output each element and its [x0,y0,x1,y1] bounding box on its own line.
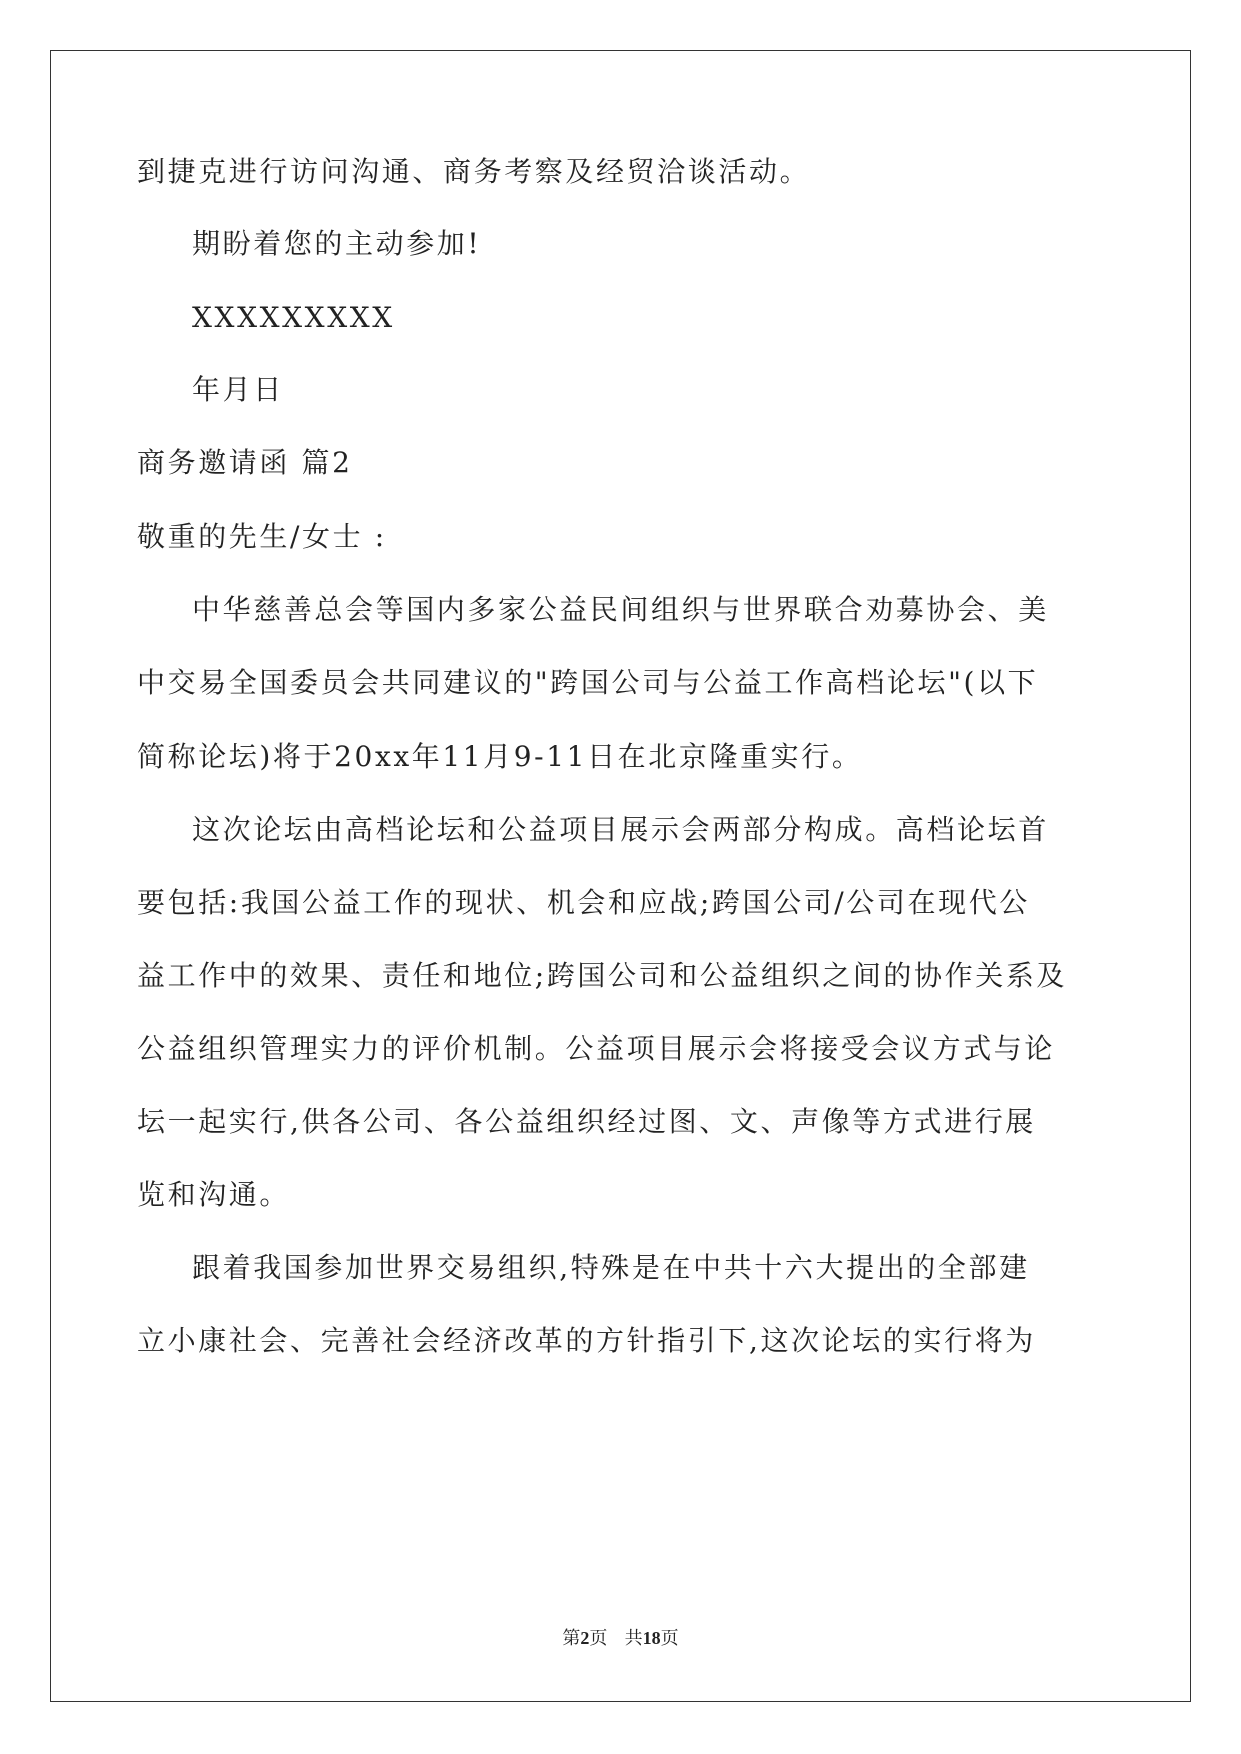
signature-name: XXXXXXXXX [192,301,395,334]
footer-prefix: 第 [562,1628,581,1649]
paragraph-3-line-2: 立小康社会、完善社会经济改革的方针指引下,这次论坛的实行将为 [137,1324,1036,1357]
footer-suffix: 页 [660,1628,679,1649]
signature-date: 年月日 [192,373,284,406]
paragraph-2-line-4: 公益组织管理实力的评价机制。公益项目展示会将接受会议方式与论 [137,1032,1056,1065]
paragraph-2-line-2: 要包括:我国公益工作的现状、机会和应战;跨国公司/公司在现代公 [137,886,1030,919]
page-footer [0,1624,1241,1650]
closing-line: 期盼着您的主动参加! [192,227,482,260]
footer-middle: 页 共 [589,1628,643,1649]
paragraph-3-line-1: 跟着我国参加世界交易组织,特殊是在中共十六大提出的全部建 [192,1251,1030,1284]
paragraph-2-line-6: 览和沟通。 [137,1178,291,1211]
paragraph-1-line-1: 中华慈善总会等国内多家公益民间组织与世界联合劝募协会、美 [192,593,1049,626]
section-heading: 商务邀请函 篇2 [137,446,353,479]
paragraph-2-line-3: 益工作中的效果、责任和地位;跨国公司和公益组织之间的协作关系及 [137,959,1068,992]
paragraph-1-line-3: 简称论坛)将于20xx年11月9-11日在北京隆重实行。 [137,740,863,773]
paragraph-1-line-2: 中交易全国委员会共同建议的"跨国公司与公益工作高档论坛"(以下 [137,666,1039,699]
salutation: 敬重的先生/女士 : [137,520,387,553]
page-number: 2 [580,1628,590,1648]
paragraph-2-line-5: 坛一起实行,供各公司、各公益组织经过图、文、声像等方式进行展 [137,1105,1036,1138]
body-line-1: 到捷克进行访问沟通、商务考察及经贸洽谈活动。 [137,155,811,188]
paragraph-2-line-1: 这次论坛由高档论坛和公益项目展示会两部分构成。高档论坛首 [192,813,1049,846]
page-total: 18 [642,1628,661,1648]
